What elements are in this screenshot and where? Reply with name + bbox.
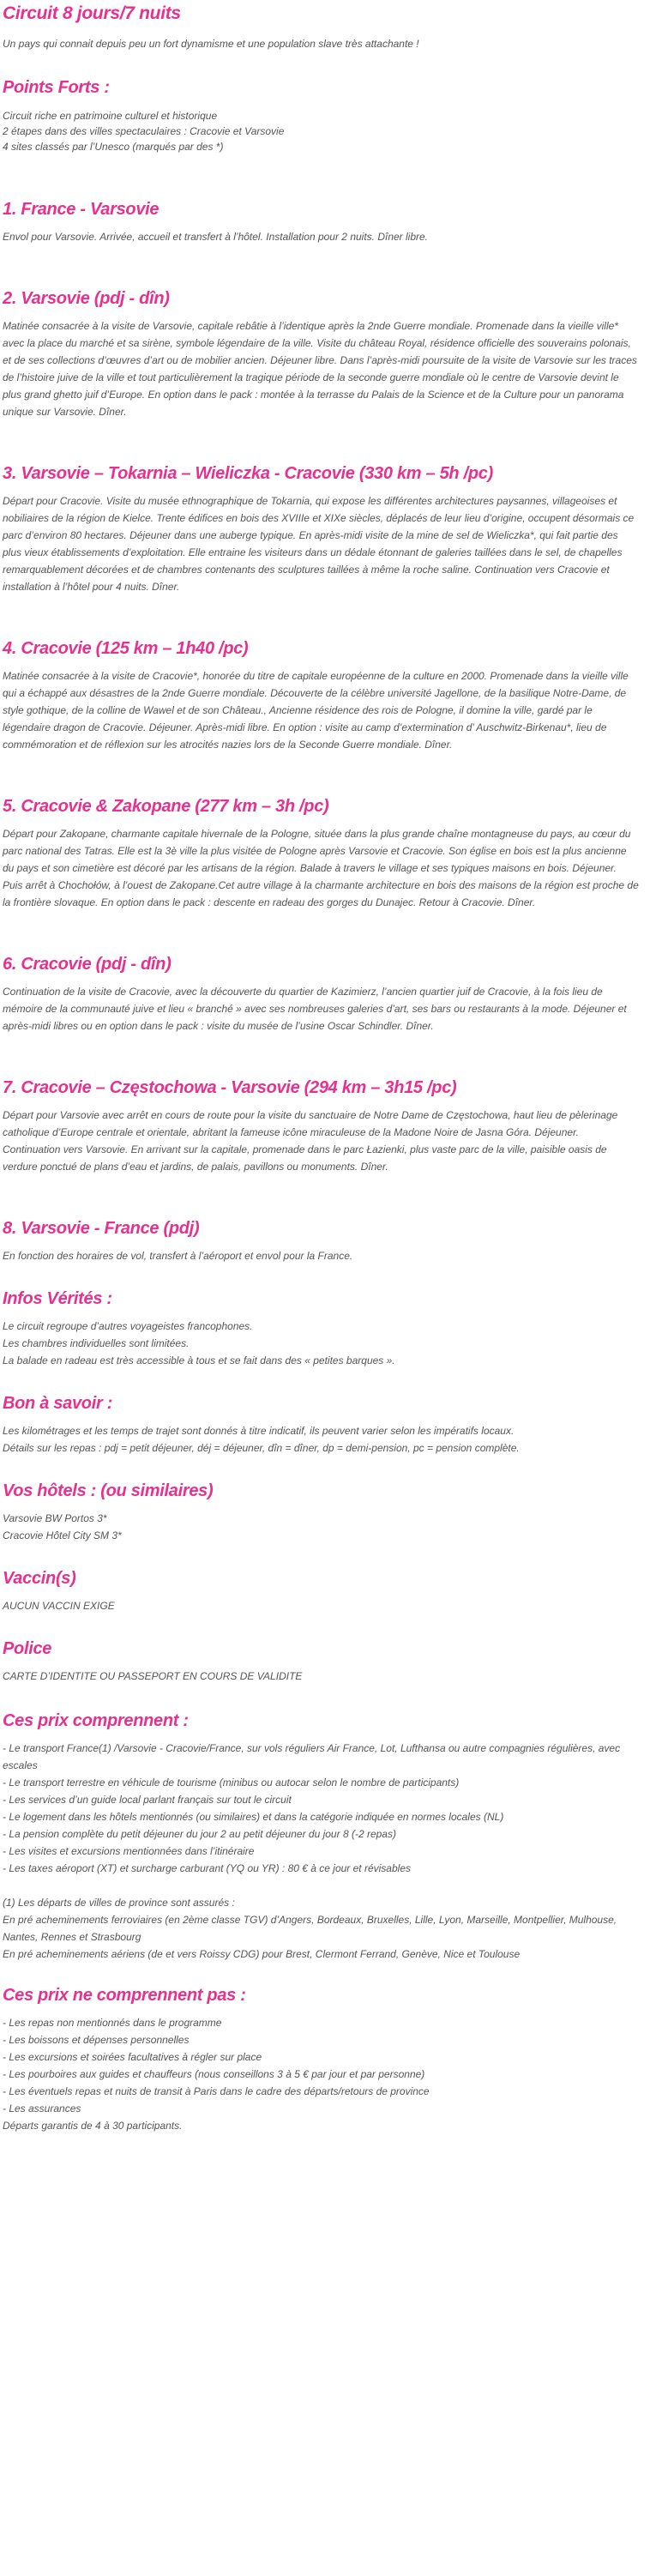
departs-garantis-note: Départs garantis de 4 à 30 participants. [3, 2120, 183, 2132]
bon-a-savoir-list [3, 1422, 639, 1457]
prix-exclus-item: - Les boissons et dépenses personnelles [3, 2034, 190, 2046]
day-1-text: Envol pour Varsovie. Arrivée, accueil et transfert à l’hôtel. Installation pour 2 nuits. Dîner libre. [3, 231, 429, 243]
day-2-heading: 2. Varsovie (pdj - dîn) [3, 289, 170, 308]
prix-exclus-item: - Les excursions et soirées facultatives à régler sur place [3, 2051, 262, 2063]
day-3-heading: 3. Varsovie – Tokarnia – Wieliczka - Cracovie (330 km – 5h /pc) [3, 464, 493, 483]
prix-comprennent-item: - Les taxes aéroport (XT) et surcharge carburant (YQ ou YR) : 80 € à ce jour et révisables [3, 1862, 411, 1874]
prix-comprennent-item: - Les services d’un guide local parlant français sur tout le circuit [3, 1794, 292, 1806]
day-7-heading: 7. Cracovie – Częstochowa - Varsovie (294 km – 3h15 /pc) [3, 1078, 457, 1097]
day-8-text: En fonction des horaires de vol, transfert à l’aéroport et envol pour la France. [3, 1250, 353, 1262]
prix-exclus-item: - Les assurances [3, 2102, 81, 2114]
prix-comprennent-item: - Les visites et excursions mentionnées dans l’itinéraire [3, 1845, 255, 1857]
hotels-heading: Vos hôtels : (ou similaires) [3, 1481, 214, 1500]
day-5-text: Départ pour Zakopane, charmante capitale hivernale de la Pologne, située dans la plus grande chaîne montagneuse du pays, au cœur du parc national des Tatras. Elle est la 3è ville la plus visitée de Pologne après Varsovie et Cracovie. Son église en bois est la plus ancienne du pays et son cimetière est décoré par les artisans de la région. Balade à travers le village et ses typiques maisons en bois. Déjeuner. Puis arrêt à Chochołów, à l’ouest de Zakopane.Cet autre village à la charmante architecture en bois des maisons de la région est proche de la frontière slovaque. En option dans le pack : descente en radeau des gorges du Dunajec. Retour à Cracovie. Dîner. [3, 828, 639, 908]
infos-verites-item: La balade en radeau est très accessible à tous et se fait dans des « petites barques ». [3, 1354, 395, 1366]
day-5-heading: 5. Cracovie & Zakopane (277 km – 3h /pc) [3, 797, 329, 816]
depart-province-note: (1) Les départs de villes de province sont assurés : [3, 1897, 235, 1909]
prix-comprennent-item: - Le transport terrestre en véhicule de tourisme (minibus ou autocar selon le nombre de participants) [3, 1777, 460, 1789]
points-forts-heading: Points Forts : [3, 78, 110, 97]
depart-province-note: En pré acheminements aériens (de et vers Roissy CDG) pour Brest, Clermont Ferrand, Genève, Nice et Toulouse [3, 1948, 521, 1960]
hotel-item: Varsovie BW Portos 3* [3, 1512, 107, 1524]
vaccins-text: AUCUN VACCIN EXIGE [3, 1600, 115, 1612]
prix-comprennent-list [3, 1740, 639, 1877]
prix-ne-comprennent-pas-list [3, 2014, 639, 2134]
day-7-text: Départ pour Varsovie avec arrêt en cours de route pour la visite du sanctuaire de Notre Dame de Częstochowa, haut lieu de pèlerinage catholique d’Europe centrale et orientale, abritant la fameuse icône miraculeuse de la Madone Noire de Jasna Góra. Déjeuner. Continuation vers Varsovie. En arrivant sur la capitale, promenade dans le parc Łazienki, plus vaste parc de la ville, paisible oasis de verdure ponctué de plans d’eau et jardins, de palais, pavillons ou monuments. Dîner. [3, 1109, 618, 1173]
prix-comprennent-heading: Ces prix comprennent : [3, 1711, 189, 1730]
vaccins-heading: Vaccin(s) [3, 1569, 76, 1588]
day-4-text: Matinée consacrée à la visite de Cracovie*, honorée du titre de capitale européenne de la culture en 2000. Promenade dans la vieille ville qui a échappé aux désastres de la 2nde Guerre mondiale. Découverte de la célèbre université Jagellone, de la basilique Notre-Dame, de style gothique, de la colline de Wawel et de son Château., Ancienne résidence des rois de Pologne, il domine la ville, gardé par le légendaire dragon de Cracovie. Déjeuner. Après-midi libre. En option : visite au camp d’extermination d’ Auschwitz-Birkenau*, lieu de commémoration et de réflexion sur les atrocités nazies lors de la Seconde Guerre mondiale. Dîner. [3, 670, 629, 751]
prix-exclus-item: - Les éventuels repas et nuits de transit à Paris dans le cadre des départs/retours de province [3, 2085, 430, 2097]
bon-a-savoir-heading: Bon à savoir : [3, 1394, 113, 1413]
day-3-text: Départ pour Cracovie. Visite du musée ethnographique de Tokarnia, qui expose les différentes architectures paysannes, villageoises et nobiliaires de la région de Kielce. Trente édifices en bois des XVIIIe et XIXe siècles, déplacés de leur lieu d’origine, occupent désormais ce parc d’environ 80 hectares. Déjeuner dans une auberge typique. En après-midi visite de la mine de sel de Wieliczka*, qui fait partie des plus vieux établissements d’exploitation. Elle entraine les visiteurs dans un dédale étonnant de galeries taillées dans le sel, de chapelles remarquablement décorées et de chambres contenants des sculptures taillées à même la roche saline. Continuation vers Cracovie et installation à l’hôtel pour 4 nuits. Dîner. [3, 495, 635, 593]
infos-verites-list [3, 1318, 639, 1369]
day-8-heading: 8. Varsovie - France (pdj) [3, 1219, 200, 1238]
points-forts-item: 2 étapes dans des villes spectaculaires : Cracovie et Varsovie [3, 125, 285, 137]
infos-verites-item: Le circuit regroupe d’autres voyageistes francophones. [3, 1320, 253, 1332]
day-6-heading: 6. Cracovie (pdj - dîn) [3, 955, 172, 974]
infos-verites-heading: Infos Vérités : [3, 1289, 112, 1308]
bon-a-savoir-item: Les kilométrages et les temps de trajet sont donnés à titre indicatif, ils peuvent varier selon les impératifs locaux. [3, 1425, 515, 1437]
infos-verites-item: Les chambres individuelles sont limitées. [3, 1337, 190, 1349]
points-forts-item: 4 sites classés par l’Unesco (marqués par des *) [3, 141, 224, 153]
depart-province-note: En pré acheminements ferroviaires (en 2ème classe TGV) d’Angers, Bordeaux, Bruxelles, Lille, Lyon, Marseille, Montpellier, Mulhouse, Nantes, Rennes et Strasbourg [3, 1914, 617, 1943]
day-2-text: Matinée consacrée à la visite de Varsovie, capitale rebâtie à l’identique après la 2nde Guerre mondiale. Promenade dans la vieille ville* avec la place du marché et sa sirène, symbole légendaire de la ville. Visite du château Royal, résidence officielle des souverains polonais, et de ses collections d’œuvres d’art ou de mobilier ancien. Déjeuner libre. Dans l’après-midi poursuite de la visite de Varsovie sur les traces de l’histoire juive de la ville et tout particulièrement la tragique période de la seconde guerre mondiale où le centre de Varsovie devint le plus grand ghetto juif d’Europe. En option dans le pack : montée à la terrasse du Palais de la Science et de la Culture pour un panorama unique sur Varsovie. Dîner. [3, 320, 637, 418]
police-heading: Police [3, 1639, 52, 1658]
police-text: CARTE D’IDENTITE OU PASSEPORT EN COURS DE VALIDITE [3, 1670, 303, 1682]
hotel-item: Cracovie Hôtel City SM 3* [3, 1529, 122, 1541]
points-forts-list [3, 108, 639, 154]
page-subtitle: Un pays qui connait depuis peu un fort dynamisme et une population slave très attachante ! [3, 38, 419, 50]
document-page [0, 3, 646, 2134]
prix-exclus-item: - Les repas non mentionnés dans le programme [3, 2017, 222, 2029]
prix-exclus-item: - Les pourboires aux guides et chauffeurs (nous conseillons 3 à 5 € par jour et par personne) [3, 2068, 425, 2080]
day-4-heading: 4. Cracovie (125 km – 1h40 /pc) [3, 639, 249, 658]
prix-comprennent-item: - Le transport France(1) /Varsovie - Cracovie/France, sur vols réguliers Air France, Lot, Lufthansa ou autre compagnies régulières, avec escales [3, 1742, 621, 1771]
day-1-heading: 1. France - Varsovie [3, 200, 159, 219]
hotels-list [3, 1510, 639, 1544]
prix-comprennent-item: - Le logement dans les hôtels mentionnés (ou similaires) et dans la catégorie indiquée en normes locales (NL) [3, 1811, 504, 1823]
prix-comprennent-item: - La pension complète du petit déjeuner du jour 2 au petit déjeuner du jour 8 (-2 repas) [3, 1828, 396, 1840]
day-6-text: Continuation de la visite de Cracovie, avec la découverte du quartier de Kazimierz, l’ancien quartier juif de Cracovie, à la fois lieu de mémoire de la communauté juive et lieu « branché » avec ses nombreuses galeries d’art, ses bars ou restaurants à la mode. Déjeuner et après-midi libres ou en option dans le pack : visite du musée de l’usine Oscar Schindler. Dîner. [3, 986, 627, 1032]
depart-province-notes [3, 1894, 639, 1963]
page-title: Circuit 8 jours/7 nuits [3, 3, 181, 23]
bon-a-savoir-item: Détails sur les repas : pdj = petit déjeuner, déj = déjeuner, dîn = dîner, dp = demi-pension, pc = pension complète. [3, 1442, 520, 1454]
prix-ne-comprennent-pas-heading: Ces prix ne comprennent pas : [3, 1986, 246, 2005]
points-forts-item: Circuit riche en patrimoine culturel et historique [3, 110, 218, 122]
